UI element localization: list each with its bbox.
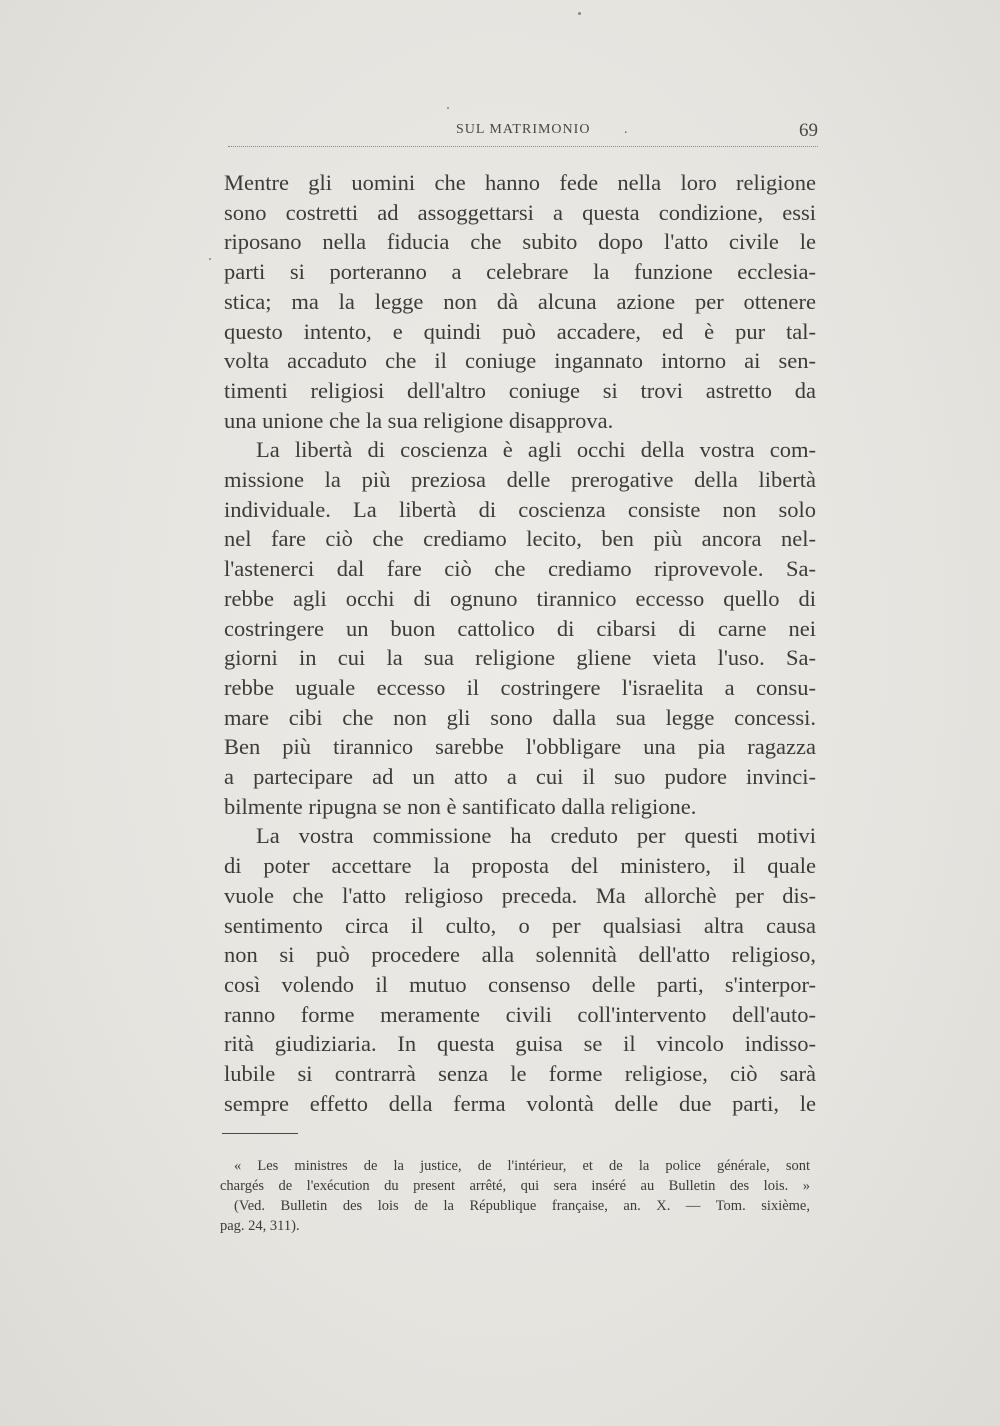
footnote-line: pag. 24, 311). [220, 1218, 300, 1234]
text-line: sono costretti ad assoggettarsi a questa condizione, essi [224, 199, 816, 225]
text-line: riposano nella fiducia che subito dopo l'atto civile le [224, 229, 816, 255]
text-line: rità giudiziaria. In questa guisa se il vincolo indisso- [224, 1031, 816, 1057]
text-line: costringere un buon cattolico di cibarsi di carne nei [224, 615, 816, 641]
text-line: lubile si contrarrà senza le forme religiose, ciò sarà [224, 1061, 816, 1087]
text-line: di poter accettare la proposta del ministero, il quale [224, 853, 816, 879]
footnotes [220, 1156, 810, 1236]
text-line: La vostra commissione ha creduto per questi motivi [256, 823, 816, 849]
footnote-citation [220, 1196, 810, 1236]
text-line: così volendo il mutuo consenso delle parti, s'interpor- [224, 971, 816, 997]
text-line: stica; ma la legge non dà alcuna azione per ottenere [224, 288, 816, 314]
paragraph-1 [224, 168, 816, 435]
text-line: rebbe uguale eccesso il costringere l'israelita a consu- [224, 674, 816, 700]
text-line: Mentre gli uomini che hanno fede nella loro religione [224, 170, 816, 195]
footnote-line: (Ved. Bulletin des lois de la République française, an. X. — Tom. sixième, [234, 1198, 810, 1214]
text-line: individuale. La libertà di coscienza consiste non solo [224, 496, 816, 522]
page-number: 69 [799, 120, 818, 141]
text-line: rebbe agli occhi di ognuno tirannico eccesso quello di [224, 585, 816, 611]
text-line: timenti religiosi dell'altro coniuge si trovi astretto da [224, 377, 816, 403]
footnote-line: « Les ministres de la justice, de l'intérieur, et de la police générale, sont [234, 1158, 810, 1174]
text-line: questo intento, e quindi può accadere, ed è pur tal- [224, 318, 816, 344]
text-line: volta accaduto che il coniuge ingannato intorno ai sen- [224, 348, 816, 374]
text-line: a partecipare ad un atto a cui il suo pudore invinci- [224, 764, 816, 790]
text-line: ranno forme meramente civili coll'intervento dell'auto- [224, 1001, 816, 1027]
text-line: parti si porteranno a celebrare la funzione ecclesia- [224, 259, 816, 285]
header-separator: . [624, 122, 628, 137]
paper-speck [447, 107, 449, 109]
text-line: missione la più preziosa delle prerogative della libertà [224, 467, 816, 493]
paper-speck [578, 12, 581, 15]
paragraph-2 [224, 435, 816, 821]
text-line: giorni in cui la sua religione gliene vieta l'uso. Sa- [224, 645, 816, 671]
text-line: Ben più tirannico sarebbe l'obbligare una pia ragazza [224, 734, 816, 760]
footnote-line: chargés de l'exécution du present arrêté, qui sera inséré au Bulletin des lois. » [220, 1178, 810, 1194]
paragraph-3 [224, 821, 816, 1118]
running-title: SUL MATRIMONIO [456, 122, 591, 137]
text-line: l'astenerci dal fare ciò che crediamo riprovevole. Sa- [224, 556, 816, 582]
text-line: una unione che la sua religione disapprova. [224, 407, 614, 433]
body-text [224, 168, 816, 1119]
text-line: sentimento circa il culto, o per qualsiasi altra causa [224, 912, 816, 938]
text-line: sempre effetto della ferma volontà delle due parti, le [224, 1090, 816, 1116]
text-line: La libertà di coscienza è agli occhi della vostra com- [256, 437, 816, 463]
text-line: bilmente ripugna se non è santificato dalla religione. [224, 793, 697, 819]
paper-speck [209, 258, 211, 260]
text-line: vuole che l'atto religioso preceda. Ma allorchè per dis- [224, 882, 816, 908]
running-head [228, 122, 818, 146]
text-line: mare cibi che non gli sono dalla sua legge concessi. [224, 704, 816, 730]
footnote-rule [222, 1133, 298, 1134]
footnote-quote [220, 1156, 810, 1196]
text-line: nel fare ciò che crediamo lecito, ben più ancora nel- [224, 526, 816, 552]
header-rule [228, 146, 818, 147]
text-line: non si può procedere alla solennità dell'atto religioso, [224, 942, 816, 968]
